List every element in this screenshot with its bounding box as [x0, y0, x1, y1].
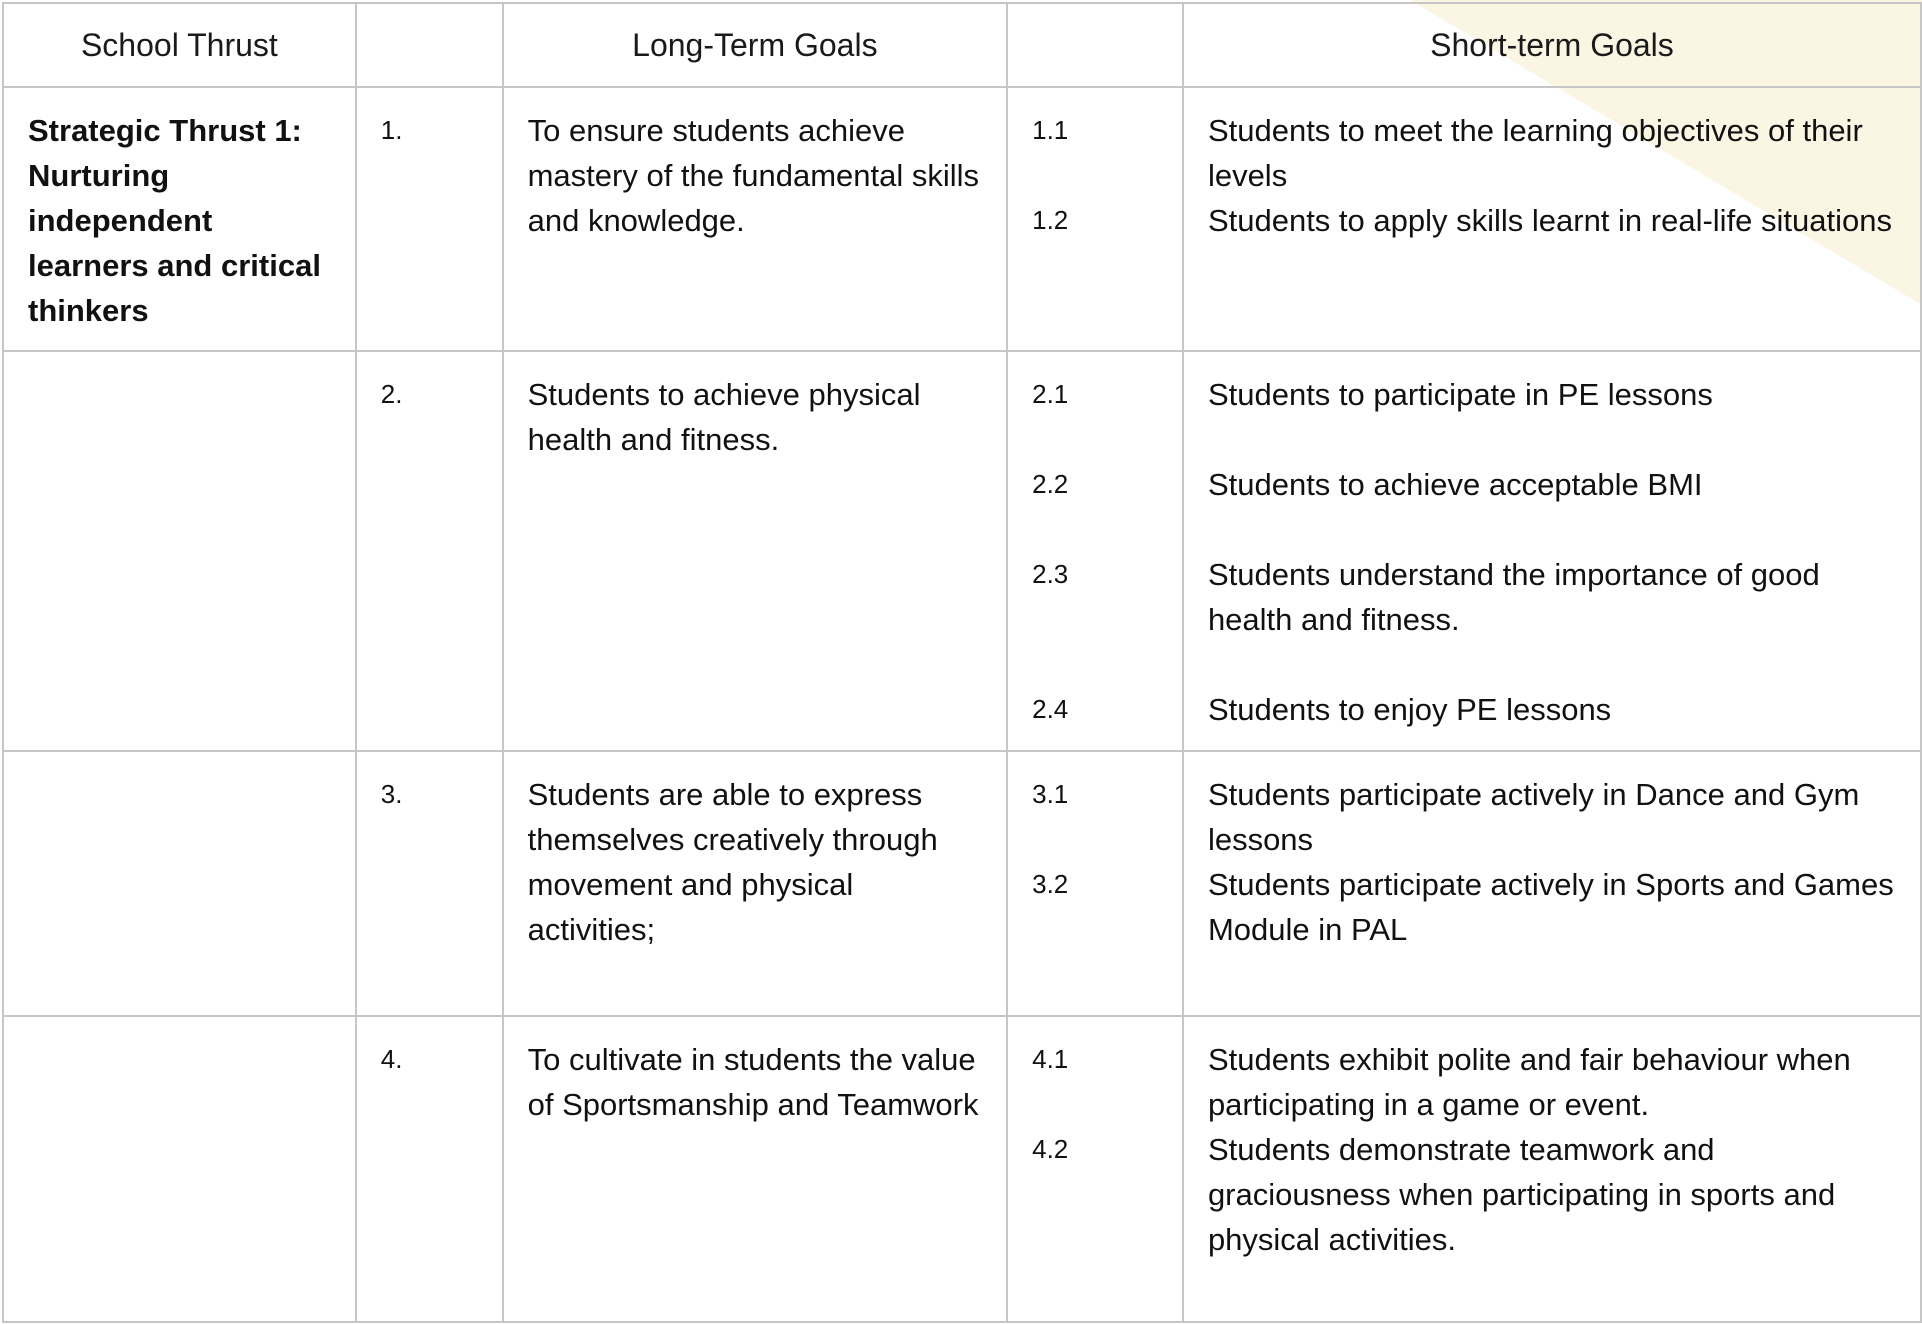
- list-item: [1208, 862, 1896, 952]
- short-term-goals: [1183, 1016, 1921, 1322]
- header-number: [356, 3, 503, 87]
- header-long-term-goals: Long-Term Goals: [503, 3, 1008, 87]
- header-row: [3, 3, 1921, 87]
- short-term-goal: Students to apply skills learnt in real-life situations: [1207, 203, 1892, 238]
- short-term-goal: Students to enjoy PE lessons: [1207, 692, 1612, 727]
- short-term-goal: Students to achieve acceptable BMI: [1207, 467, 1703, 502]
- short-term-code: 4.1: [1032, 1044, 1069, 1074]
- school-thrust-cell: [3, 751, 356, 1016]
- short-term-goals: [1183, 87, 1921, 351]
- school-thrust-cell: Strategic Thrust 1: Nurturing independent learners and critical thinkers: [3, 87, 356, 351]
- list-item: [1208, 552, 1896, 642]
- short-term-codes: [1007, 1016, 1183, 1322]
- table-row: [3, 351, 1921, 751]
- header-short-term-goals: Short-term Goals: [1183, 3, 1921, 87]
- short-term-goal: Students participate actively in Dance and Gym lessons: [1207, 777, 1860, 857]
- header-sub-number: [1007, 3, 1183, 87]
- short-term-goal: Students demonstrate teamwork and graciousness when participating in sports and physical activities.: [1207, 1132, 1836, 1257]
- short-term-goals: [1183, 351, 1921, 751]
- short-term-code: 4.2: [1032, 1134, 1069, 1164]
- long-term-goal: Students to achieve physical health and fitness.: [503, 351, 1008, 751]
- list-item: [1208, 772, 1896, 862]
- short-term-code: 3.2: [1032, 869, 1069, 899]
- table-row: [3, 87, 1921, 351]
- short-term-code: 2.4: [1032, 694, 1069, 724]
- short-term-goal: Students exhibit polite and fair behaviour when participating in a game or event.: [1207, 1042, 1851, 1122]
- goal-number: 4.: [356, 1016, 503, 1322]
- goals-table: [2, 2, 1922, 1323]
- short-term-goals: [1183, 751, 1921, 1016]
- short-term-goal: Students participate actively in Sports and Games Module in PAL: [1207, 867, 1894, 947]
- short-term-code: 2.2: [1032, 469, 1069, 499]
- short-term-codes: [1007, 751, 1183, 1016]
- list-item: [1208, 687, 1896, 732]
- long-term-goal: To ensure students achieve mastery of the fundamental skills and knowledge.: [503, 87, 1008, 351]
- long-term-goal: To cultivate in students the value of Sportsmanship and Teamwork: [503, 1016, 1008, 1322]
- short-term-goal: Students understand the importance of good health and fitness.: [1207, 557, 1820, 637]
- short-term-code: 1.1: [1032, 115, 1069, 145]
- goal-number: 2.: [356, 351, 503, 751]
- goal-number: 1.: [356, 87, 503, 351]
- short-term-goal: Students to participate in PE lessons: [1207, 377, 1713, 412]
- list-item: [1208, 462, 1896, 507]
- list-item: [1208, 1127, 1896, 1262]
- short-term-code: 2.3: [1032, 559, 1069, 589]
- short-term-codes: [1007, 87, 1183, 351]
- short-term-code: 1.2: [1032, 205, 1069, 235]
- list-item: [1208, 198, 1896, 243]
- header-school-thrust: School Thrust: [3, 3, 356, 87]
- goal-number: 3.: [356, 751, 503, 1016]
- list-item: [1208, 372, 1896, 417]
- long-term-goal: Students are able to express themselves creatively through movement and physical activities;: [503, 751, 1008, 1016]
- school-thrust-cell: [3, 1016, 356, 1322]
- school-thrust-cell: [3, 351, 356, 751]
- short-term-code: 3.1: [1032, 779, 1069, 809]
- table-row: [3, 1016, 1921, 1322]
- list-item: [1208, 108, 1896, 198]
- table-row: [3, 751, 1921, 1016]
- short-term-codes: [1007, 351, 1183, 751]
- short-term-code: 2.1: [1032, 379, 1069, 409]
- short-term-goal: Students to meet the learning objectives of their levels: [1207, 113, 1863, 193]
- list-item: [1208, 1037, 1896, 1127]
